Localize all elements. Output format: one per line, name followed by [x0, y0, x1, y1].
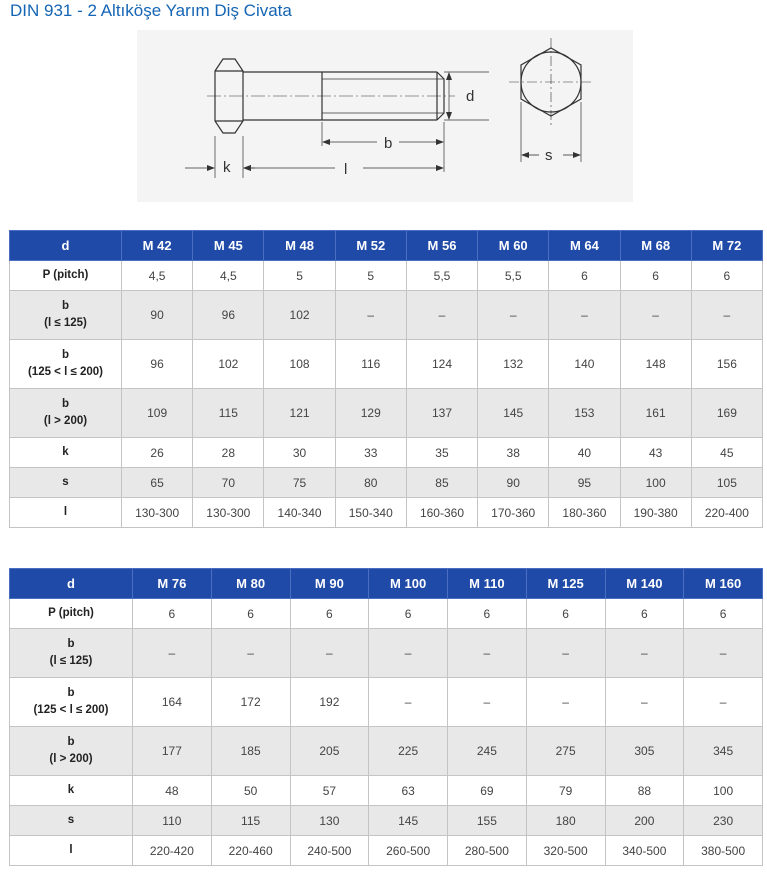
header-size: M 48 — [264, 231, 335, 261]
table-cell: 164 — [133, 678, 212, 727]
table-cell: 5 — [264, 261, 335, 291]
table-cell: 6 — [369, 599, 448, 629]
table-cell: 65 — [122, 468, 193, 498]
row-label-line: l — [69, 844, 73, 856]
table-cell: 275 — [526, 727, 605, 776]
table-cell: 220-420 — [133, 836, 212, 866]
bolt-head-top-view — [509, 38, 593, 126]
row-b-long — [10, 727, 763, 776]
table-cell: 50 — [211, 776, 290, 806]
row-l — [10, 498, 763, 528]
row-l — [10, 836, 763, 866]
table-cell: 96 — [193, 291, 264, 340]
table-cell: 225 — [369, 727, 448, 776]
row-b-long — [10, 389, 763, 438]
table-cell: 180-360 — [549, 498, 620, 528]
table-cell: – — [369, 678, 448, 727]
table-cell: 245 — [448, 727, 527, 776]
table-cell: 115 — [211, 806, 290, 836]
header-size: M 56 — [406, 231, 477, 261]
row-label — [10, 340, 122, 389]
table-cell: 69 — [448, 776, 527, 806]
table-cell: 220-460 — [211, 836, 290, 866]
row-label — [10, 629, 133, 678]
table-cell: 153 — [549, 389, 620, 438]
table-cell: 169 — [691, 389, 762, 438]
header-size: M 80 — [211, 569, 290, 599]
table-cell: 137 — [406, 389, 477, 438]
table-cell: 6 — [684, 599, 763, 629]
header-size: M 68 — [620, 231, 691, 261]
table-cell: – — [211, 629, 290, 678]
row-label — [10, 291, 122, 340]
table-cell: 105 — [691, 468, 762, 498]
table-cell: 5,5 — [478, 261, 549, 291]
table-cell: 35 — [406, 438, 477, 468]
header-size: M 45 — [193, 231, 264, 261]
row-label-line: b — [67, 687, 75, 699]
row-b-short — [10, 291, 763, 340]
table-cell: 130-300 — [122, 498, 193, 528]
table-cell: – — [133, 629, 212, 678]
table-cell: 48 — [133, 776, 212, 806]
header-size: M 140 — [605, 569, 684, 599]
row-label — [10, 389, 122, 438]
table-cell: 6 — [691, 261, 762, 291]
table-cell: 280-500 — [448, 836, 527, 866]
table-cell: 140 — [549, 340, 620, 389]
row-label-line: k — [62, 446, 69, 458]
table-cell: 132 — [478, 340, 549, 389]
row-label-line: (l > 200) — [49, 753, 93, 765]
table-cell: 130 — [290, 806, 369, 836]
header-size: M 64 — [549, 231, 620, 261]
table-cell: – — [448, 629, 527, 678]
spec-table-1 — [9, 230, 763, 528]
table-cell: 5 — [335, 261, 406, 291]
table-cell: 85 — [406, 468, 477, 498]
header-size: M 100 — [369, 569, 448, 599]
row-label-line: b — [67, 736, 75, 748]
dimension-b — [322, 122, 444, 172]
label-d: d — [466, 88, 475, 105]
table-cell: 192 — [290, 678, 369, 727]
row-label — [10, 599, 133, 629]
row-label — [10, 776, 133, 806]
table-cell: 38 — [478, 438, 549, 468]
table-cell: – — [335, 291, 406, 340]
table-cell: 110 — [133, 806, 212, 836]
table-cell: 155 — [448, 806, 527, 836]
table-cell: – — [526, 629, 605, 678]
table-cell: 177 — [133, 727, 212, 776]
table-cell: 240-500 — [290, 836, 369, 866]
table-cell: 116 — [335, 340, 406, 389]
row-b-medium — [10, 340, 763, 389]
table-cell: 130-300 — [193, 498, 264, 528]
row-label-line: (125 < l ≤ 200) — [27, 366, 104, 378]
row-label — [10, 468, 122, 498]
table-cell: 4,5 — [122, 261, 193, 291]
row-label — [10, 498, 122, 528]
table-cell: 6 — [448, 599, 527, 629]
table-cell: 109 — [122, 389, 193, 438]
header-size: M 42 — [122, 231, 193, 261]
spec-table-2 — [9, 568, 763, 866]
table-cell: – — [684, 678, 763, 727]
row-label — [10, 727, 133, 776]
table-cell: – — [684, 629, 763, 678]
row-label-line: P (pitch) — [48, 607, 94, 619]
table-cell: 90 — [122, 291, 193, 340]
table-cell: – — [549, 291, 620, 340]
label-b: b — [384, 135, 393, 152]
table-cell: 5,5 — [406, 261, 477, 291]
row-label — [10, 261, 122, 291]
table-cell: 140-340 — [264, 498, 335, 528]
table-cell: 380-500 — [684, 836, 763, 866]
row-label-line: l — [63, 506, 68, 518]
header-size: M 52 — [335, 231, 406, 261]
table-cell: 121 — [264, 389, 335, 438]
header-size: M 60 — [478, 231, 549, 261]
row-b-medium — [10, 678, 763, 727]
row-label-line: b — [67, 638, 75, 650]
row-label-line: (125 < l ≤ 200) — [33, 704, 109, 716]
row-label-line: b — [61, 300, 70, 312]
table-cell: 160-360 — [406, 498, 477, 528]
dimension-k — [185, 136, 255, 178]
table-cell: 305 — [605, 727, 684, 776]
table-cell: 6 — [620, 261, 691, 291]
table-cell: – — [526, 678, 605, 727]
table-cell: 180 — [526, 806, 605, 836]
label-l: l — [344, 161, 348, 178]
table-cell: 6 — [211, 599, 290, 629]
table-cell: 102 — [264, 291, 335, 340]
row-pitch — [10, 599, 763, 629]
row-label-line: (l ≤ 125) — [44, 317, 87, 329]
row-label — [10, 678, 133, 727]
row-label-line: b — [61, 349, 70, 361]
table-cell: – — [406, 291, 477, 340]
row-s — [10, 468, 763, 498]
table-cell: 26 — [122, 438, 193, 468]
table-cell: 79 — [526, 776, 605, 806]
bolt-technical-drawing — [137, 30, 633, 202]
page-title: DIN 931 - 2 Altıköşe Yarım Diş Civata — [10, 1, 292, 20]
row-label-line: (l ≤ 125) — [49, 655, 93, 667]
header-size: M 76 — [133, 569, 212, 599]
table-cell: 260-500 — [369, 836, 448, 866]
table-cell: 115 — [193, 389, 264, 438]
table-cell: 124 — [406, 340, 477, 389]
row-label-line: s — [67, 814, 75, 826]
table-cell: 33 — [335, 438, 406, 468]
table-cell: 150-340 — [335, 498, 406, 528]
table-cell: 30 — [264, 438, 335, 468]
row-label-line: P (pitch) — [42, 269, 89, 281]
table-cell: 4,5 — [193, 261, 264, 291]
row-pitch — [10, 261, 763, 291]
table-cell: 148 — [620, 340, 691, 389]
table-cell: – — [620, 291, 691, 340]
row-label-line: b — [61, 398, 70, 410]
table-cell: 200 — [605, 806, 684, 836]
row-label — [10, 438, 122, 468]
table-cell: – — [691, 291, 762, 340]
table-cell: 43 — [620, 438, 691, 468]
header-d: d — [10, 231, 122, 261]
table-cell: 6 — [133, 599, 212, 629]
table-cell: 95 — [549, 468, 620, 498]
row-k — [10, 776, 763, 806]
header-size: M 110 — [448, 569, 527, 599]
table-cell: 205 — [290, 727, 369, 776]
table-cell: 170-360 — [478, 498, 549, 528]
table-cell: 6 — [549, 261, 620, 291]
table-cell: 108 — [264, 340, 335, 389]
table-cell: 161 — [620, 389, 691, 438]
table-cell: – — [369, 629, 448, 678]
header-size: M 72 — [691, 231, 762, 261]
table-cell: 63 — [369, 776, 448, 806]
row-label-line: k — [67, 784, 75, 796]
table-cell: – — [290, 629, 369, 678]
header-size: M 125 — [526, 569, 605, 599]
table-cell: – — [478, 291, 549, 340]
table-cell: 40 — [549, 438, 620, 468]
table-cell: 100 — [620, 468, 691, 498]
table-cell: 100 — [684, 776, 763, 806]
table-cell: 6 — [605, 599, 684, 629]
table-cell: 145 — [478, 389, 549, 438]
row-label — [10, 836, 133, 866]
row-label — [10, 806, 133, 836]
table-cell: 28 — [193, 438, 264, 468]
header-d: d — [10, 569, 133, 599]
table-cell: 102 — [193, 340, 264, 389]
row-s — [10, 806, 763, 836]
table-cell: 320-500 — [526, 836, 605, 866]
table-cell: 75 — [264, 468, 335, 498]
row-b-short — [10, 629, 763, 678]
table-cell: 345 — [684, 727, 763, 776]
table-cell: 220-400 — [691, 498, 762, 528]
label-s: s — [545, 147, 553, 164]
table-cell: 230 — [684, 806, 763, 836]
label-k: k — [223, 159, 231, 176]
row-k — [10, 438, 763, 468]
header-size: M 90 — [290, 569, 369, 599]
row-label-line: s — [62, 476, 69, 488]
table-cell: – — [605, 678, 684, 727]
table-cell: 156 — [691, 340, 762, 389]
table-cell: 80 — [335, 468, 406, 498]
table-cell: 6 — [290, 599, 369, 629]
table-cell: 172 — [211, 678, 290, 727]
row-label-line: (l > 200) — [43, 415, 88, 427]
table-cell: 145 — [369, 806, 448, 836]
table-cell: – — [448, 678, 527, 727]
table-cell: – — [605, 629, 684, 678]
table-cell: 57 — [290, 776, 369, 806]
table-cell: 190-380 — [620, 498, 691, 528]
table-cell: 70 — [193, 468, 264, 498]
table-cell: 340-500 — [605, 836, 684, 866]
header-size: M 160 — [684, 569, 763, 599]
table-cell: 96 — [122, 340, 193, 389]
table-cell: 185 — [211, 727, 290, 776]
table-cell: 90 — [478, 468, 549, 498]
table-cell: 6 — [526, 599, 605, 629]
table-cell: 88 — [605, 776, 684, 806]
table-cell: 129 — [335, 389, 406, 438]
table-cell: 45 — [691, 438, 762, 468]
